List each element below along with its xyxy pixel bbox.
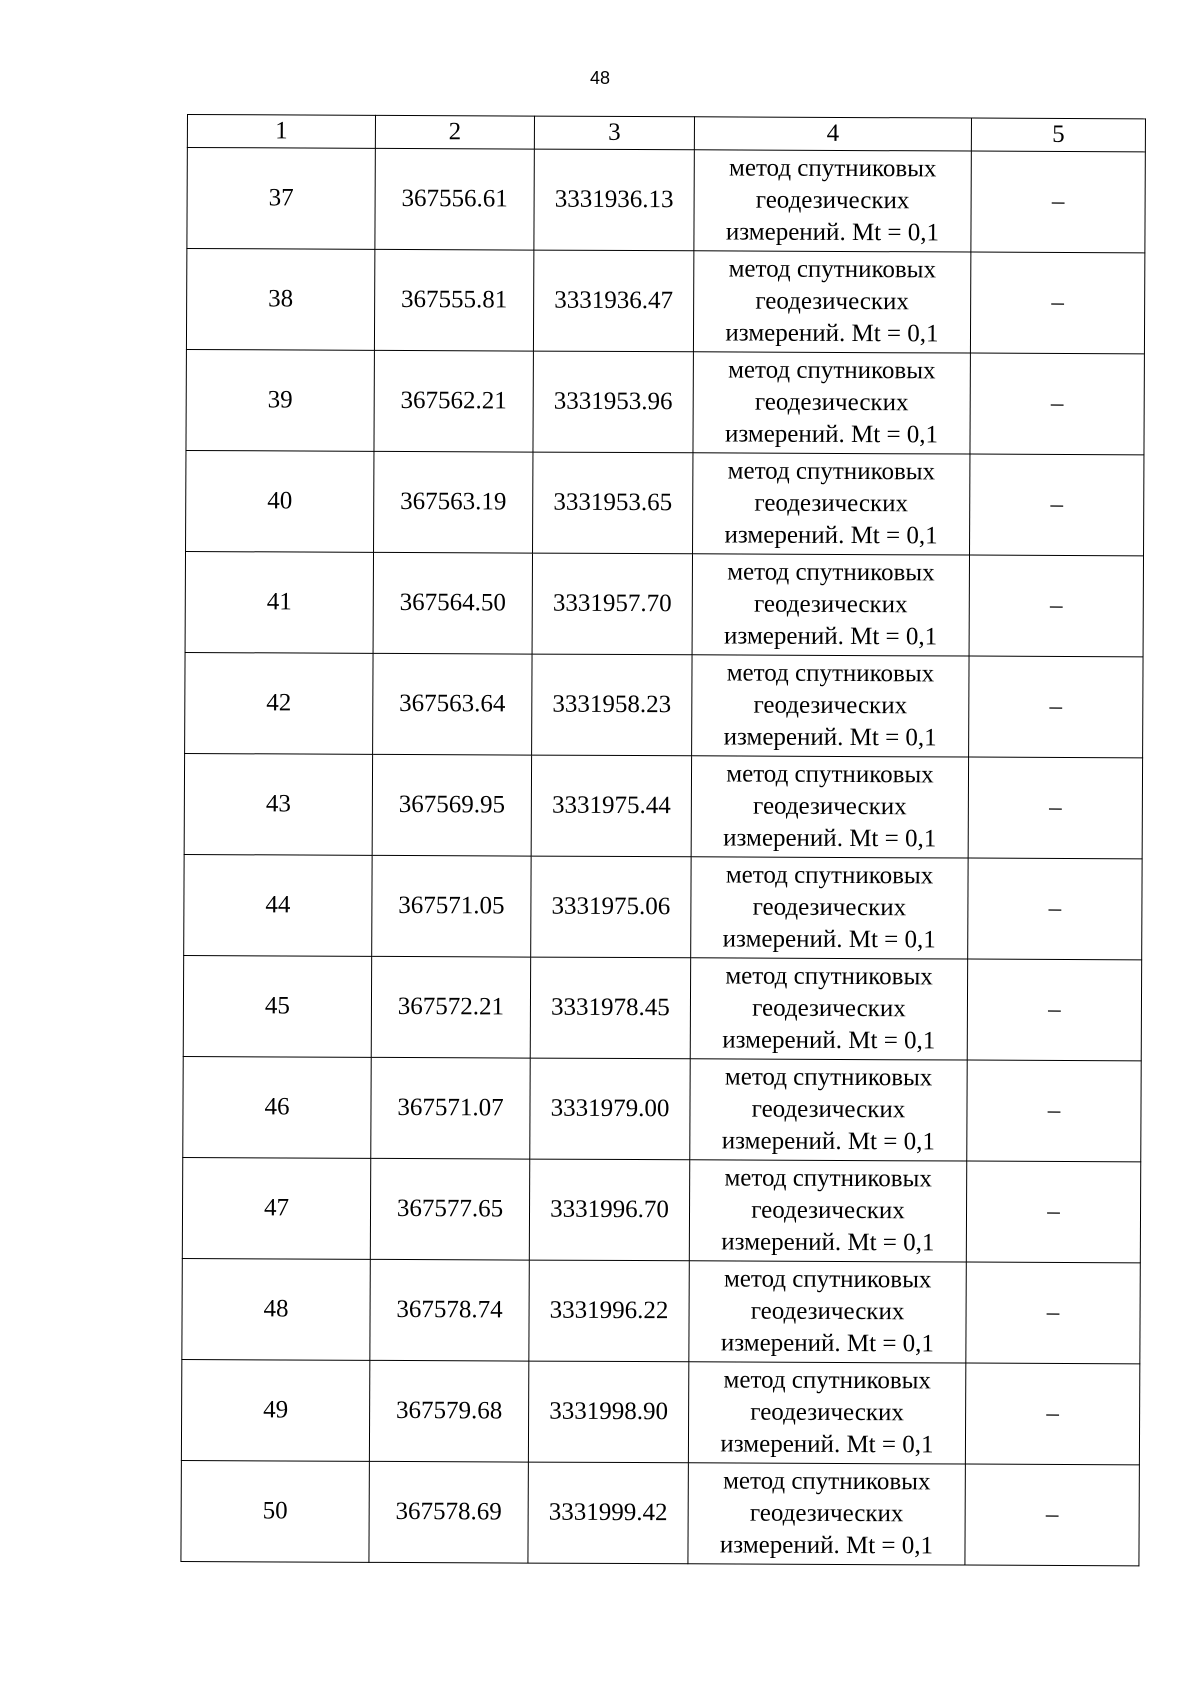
method-cell <box>694 150 971 252</box>
table-row <box>184 753 1142 858</box>
x-coordinate-cell: 367569.95 <box>372 754 531 856</box>
method-line: метод спутниковых <box>728 154 937 183</box>
point-number-cell: 37 <box>187 148 375 250</box>
y-coordinate-cell: 3331936.47 <box>533 250 693 352</box>
method-line: метод спутниковых <box>724 1063 933 1092</box>
method-line: геодезических <box>750 1297 905 1326</box>
method-cell <box>690 1059 967 1161</box>
method-line: метод спутниковых <box>726 659 935 688</box>
method-line: измерений. Mt = 0,1 <box>722 1026 936 1055</box>
point-number-cell: 44 <box>184 854 372 956</box>
header-col-3: 3 <box>534 116 694 150</box>
method-line: измерений. Mt = 0,1 <box>725 218 940 247</box>
coordinates-table <box>180 114 1146 1566</box>
method-line: метод спутниковых <box>724 1164 932 1193</box>
note-cell: – <box>966 1161 1140 1263</box>
method-cell <box>689 1160 966 1262</box>
method-line: метод спутниковых <box>725 861 934 890</box>
method-line: измерений. Mt = 0,1 <box>725 319 939 348</box>
y-coordinate-cell: 3331953.65 <box>533 452 693 554</box>
point-number-cell: 45 <box>183 955 371 1057</box>
x-coordinate-cell: 367571.07 <box>371 1057 530 1159</box>
note-cell: – <box>971 151 1145 253</box>
y-coordinate-cell: 3331975.44 <box>531 755 691 857</box>
point-number-cell: 38 <box>186 249 374 351</box>
note-cell: – <box>968 757 1142 859</box>
x-coordinate-cell: 367563.19 <box>374 451 533 553</box>
table-row <box>181 1359 1139 1464</box>
y-coordinate-cell: 3331996.70 <box>529 1159 689 1261</box>
method-line: геодезических <box>754 489 909 518</box>
method-line: геодезических <box>752 893 907 922</box>
coordinates-table-wrapper <box>180 114 1145 1566</box>
method-line: геодезических <box>751 1196 905 1225</box>
method-cell <box>692 655 969 757</box>
table-row <box>187 148 1145 253</box>
y-coordinate-cell: 3331957.70 <box>532 553 692 655</box>
x-coordinate-cell: 367562.21 <box>374 350 533 452</box>
method-line: геодезических <box>750 1398 904 1427</box>
y-coordinate-cell: 3331958.23 <box>532 654 692 756</box>
point-number-cell: 49 <box>181 1359 369 1461</box>
method-line: метод спутниковых <box>726 760 934 789</box>
method-line: измерений. Mt = 0,1 <box>724 622 938 651</box>
header-row <box>187 115 1145 152</box>
method-line: измерений. Mt = 0,1 <box>720 1329 935 1358</box>
method-cell <box>688 1463 965 1565</box>
method-line: метод спутниковых <box>723 1467 931 1496</box>
note-cell: – <box>966 1262 1140 1364</box>
method-line: измерений. Mt = 0,1 <box>723 824 937 853</box>
method-cell <box>689 1261 966 1363</box>
note-cell: – <box>969 555 1143 657</box>
method-cell <box>693 352 970 454</box>
method-line: метод спутниковых <box>723 1265 932 1294</box>
method-line: измерений. Mt = 0,1 <box>724 420 939 449</box>
x-coordinate-cell: 367578.74 <box>370 1259 529 1361</box>
point-number-cell: 41 <box>185 551 373 653</box>
table-row <box>186 349 1144 454</box>
y-coordinate-cell: 3331979.00 <box>530 1058 690 1160</box>
method-line: геодезических <box>753 691 908 720</box>
x-coordinate-cell: 367571.05 <box>372 855 531 957</box>
header-col-1: 1 <box>187 115 375 149</box>
method-line: метод спутниковых <box>728 255 937 284</box>
method-line: метод спутниковых <box>723 1366 932 1395</box>
method-line: метод спутниковых <box>727 558 935 587</box>
x-coordinate-cell: 367563.64 <box>373 653 532 755</box>
y-coordinate-cell: 3331953.96 <box>533 351 693 453</box>
header-col-2: 2 <box>375 115 534 149</box>
note-cell: – <box>967 959 1141 1061</box>
point-number-cell: 47 <box>182 1157 370 1259</box>
note-cell: – <box>968 858 1142 960</box>
table-row <box>182 1258 1140 1363</box>
table-row <box>183 1056 1141 1161</box>
y-coordinate-cell: 3331975.06 <box>531 856 691 958</box>
method-cell <box>690 958 967 1060</box>
point-number-cell: 50 <box>181 1460 369 1562</box>
note-cell: – <box>969 656 1143 758</box>
y-coordinate-cell: 3331998.90 <box>528 1361 688 1463</box>
table-row <box>182 1157 1140 1262</box>
table-row <box>185 652 1143 757</box>
y-coordinate-cell: 3331936.13 <box>534 149 694 251</box>
point-number-cell: 39 <box>186 349 374 451</box>
table-row <box>186 249 1144 354</box>
table-row <box>181 1460 1139 1565</box>
note-cell: – <box>970 353 1144 455</box>
header-col-4: 4 <box>694 117 971 151</box>
method-line: метод спутниковых <box>727 457 936 486</box>
header-col-5: 5 <box>971 118 1145 152</box>
method-line: измерений. Mt = 0,1 <box>722 925 936 954</box>
x-coordinate-cell: 367579.68 <box>369 1360 528 1462</box>
y-coordinate-cell: 3331978.45 <box>530 957 690 1059</box>
method-line: метод спутниковых <box>728 356 936 385</box>
method-line: геодезических <box>751 1095 906 1124</box>
x-coordinate-cell: 367578.69 <box>369 1461 528 1563</box>
note-cell: – <box>965 1363 1139 1465</box>
table-row <box>184 854 1142 959</box>
table-row <box>183 955 1141 1060</box>
method-line: геодезических <box>755 287 910 316</box>
method-line: метод спутниковых <box>725 962 933 991</box>
method-line: измерений. Mt = 0,1 <box>723 723 937 752</box>
method-line: измерений. Mt = 0,1 <box>721 1228 935 1257</box>
table-row <box>185 551 1143 656</box>
method-line: измерений. Mt = 0,1 <box>721 1127 935 1156</box>
point-number-cell: 46 <box>183 1056 371 1158</box>
y-coordinate-cell: 3331996.22 <box>529 1260 689 1362</box>
method-line: геодезических <box>753 590 908 619</box>
method-line: геодезических <box>752 994 906 1023</box>
method-cell <box>688 1362 965 1464</box>
x-coordinate-cell: 367572.21 <box>371 956 530 1058</box>
point-number-cell: 40 <box>186 450 374 552</box>
table-row <box>186 450 1144 555</box>
method-cell <box>691 857 968 959</box>
note-cell: – <box>965 1464 1139 1566</box>
note-cell: – <box>970 454 1144 556</box>
method-cell <box>693 453 970 555</box>
y-coordinate-cell: 3331999.42 <box>528 1462 688 1564</box>
x-coordinate-cell: 367556.61 <box>375 148 534 250</box>
note-cell: – <box>967 1060 1141 1162</box>
page-number: 48 <box>589 68 611 88</box>
method-cell <box>692 554 969 656</box>
point-number-cell: 42 <box>185 652 373 754</box>
method-line: геодезических <box>754 388 909 417</box>
note-cell: – <box>970 252 1144 354</box>
method-line: геодезических <box>753 792 907 821</box>
point-number-cell: 48 <box>182 1258 370 1360</box>
table-body <box>181 148 1145 1566</box>
x-coordinate-cell: 367555.81 <box>374 249 533 351</box>
x-coordinate-cell: 367564.50 <box>373 552 532 654</box>
method-line: измерений. Mt = 0,1 <box>720 1430 934 1459</box>
method-line: измерений. Mt = 0,1 <box>724 521 938 550</box>
method-line: геодезических <box>749 1499 904 1528</box>
point-number-cell: 43 <box>184 753 372 855</box>
method-line: геодезических <box>755 186 910 215</box>
method-cell <box>693 251 970 353</box>
x-coordinate-cell: 367577.65 <box>370 1158 529 1260</box>
method-line: измерений. Mt = 0,1 <box>719 1531 934 1560</box>
method-cell <box>691 756 968 858</box>
